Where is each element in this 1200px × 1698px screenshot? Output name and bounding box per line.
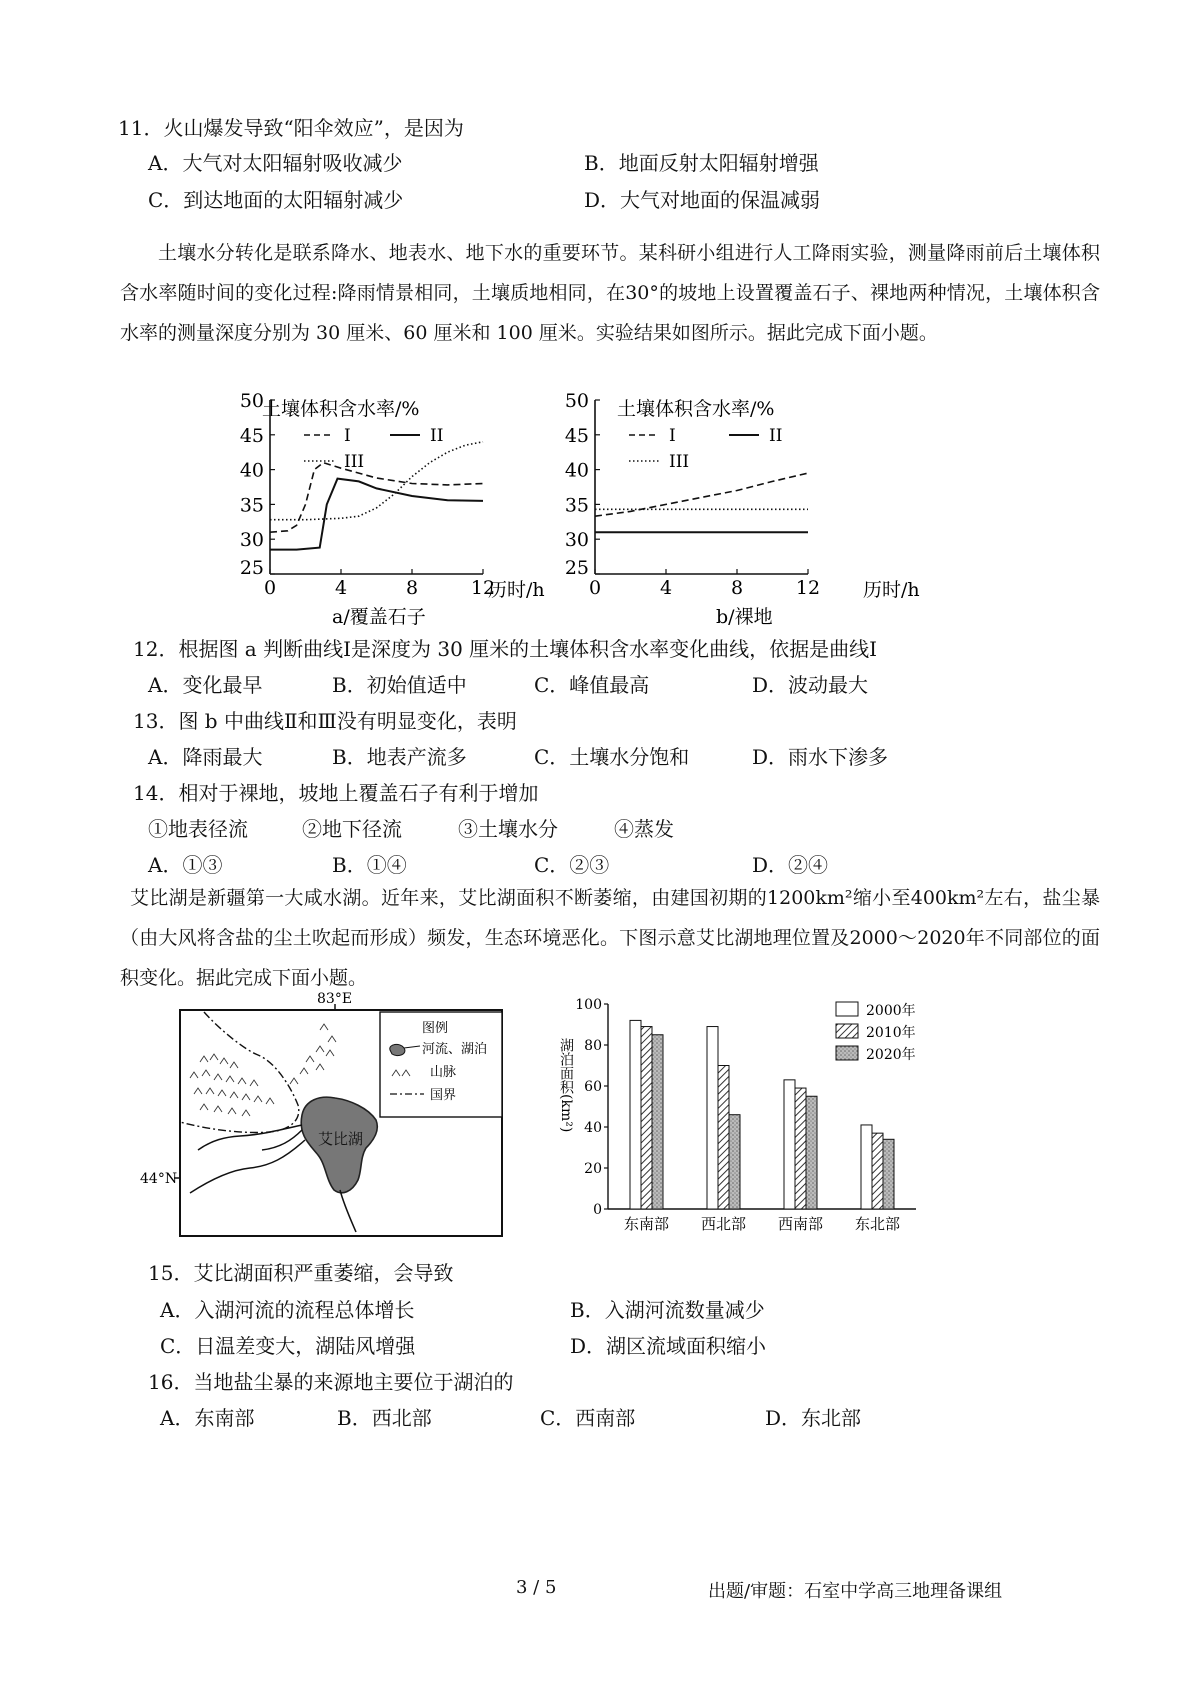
chart-b-xlabel: 历时/h bbox=[863, 579, 920, 601]
bar-category-label: 西北部 bbox=[700, 1215, 747, 1233]
q14-item-3: ③土壤水分 bbox=[458, 817, 558, 841]
chart-b-series bbox=[595, 473, 808, 532]
passage-aibi-lake: 艾比湖是新疆第一大咸水湖。近年来，艾比湖面积不断萎缩，由建国初期的1200km²缩小至400km²左右，盐尘暴（由大风将含盐的尘土吹起而形成）频发，生态环境恶化。下图示意艾比湖地理位置及2000～2020年不同部位的面积变化。据此完成下面小题。 bbox=[120, 887, 1100, 989]
chart-a-ytick-label: 25 bbox=[239, 557, 264, 579]
chart-a-xtick-label: 8 bbox=[405, 577, 419, 599]
q16-option-d: D．东北部 bbox=[765, 1406, 862, 1430]
bar-chart-legend bbox=[836, 1002, 916, 1063]
chart-a-ytick-label: 45 bbox=[239, 424, 264, 447]
q14-option-a: A．①③ bbox=[148, 853, 223, 877]
chart-a-xtick-label: 0 bbox=[263, 577, 277, 599]
chart-b-ytick-label: 30 bbox=[564, 529, 589, 552]
legend-swatch-2010 bbox=[836, 1024, 858, 1038]
bar-chart-ylabel: 湖泊面积(km²) bbox=[558, 1038, 574, 1133]
q15-stem: 15．艾比湖面积严重萎缩，会导致 bbox=[148, 1261, 454, 1285]
q13-stem: 13．图 b 中曲线Ⅱ和Ⅲ没有明显变化，表明 bbox=[133, 709, 517, 733]
chart-b-ytick-label: 35 bbox=[564, 494, 589, 517]
bar-category-label: 东南部 bbox=[623, 1215, 670, 1233]
chart-a-ytick-label: 30 bbox=[239, 529, 264, 552]
longitude-label: 83°E bbox=[317, 991, 353, 1007]
bar-ytick-label: 80 bbox=[584, 1038, 602, 1054]
chart-a-xtick-label: 12 bbox=[470, 577, 496, 599]
bar-ytick-label: 100 bbox=[575, 997, 602, 1013]
legend-swatch-2020 bbox=[836, 1046, 858, 1060]
chart-a-ytick-label: 40 bbox=[239, 459, 264, 482]
q15-option-d: D．湖区流域面积缩小 bbox=[570, 1334, 767, 1358]
bar-2000年-东南部 bbox=[630, 1020, 641, 1209]
bar-2000年-西南部 bbox=[784, 1080, 795, 1209]
map-legend-item-mountain: 山脉 bbox=[430, 1065, 457, 1080]
passage-soil-moisture: 土壤水分转化是联系降水、地表水、地下水的重要环节。某科研小组进行人工降雨实验，测量降雨前后土壤体积含水率随时间的变化过程:降雨情景相同，土壤质地相同，在30°的坡地上设置覆盖石子、裸地两种情况，土壤体积含水率的测量深度分别为 30 厘米、60 厘米和 100 厘米。实验结果如图所示。据此完成下面小题。 bbox=[120, 242, 1100, 344]
bar-2020年-西北部 bbox=[729, 1115, 740, 1209]
chart-b-ytick-label: 45 bbox=[564, 424, 589, 447]
q12-option-b: B．初始值适中 bbox=[332, 673, 467, 697]
bar-category-label: 西南部 bbox=[777, 1215, 824, 1233]
lake-area-bar-chart bbox=[560, 990, 990, 1245]
chart-b-xtick-label: 0 bbox=[588, 577, 602, 599]
q11-option-a: A．大气对太阳辐射吸收减少 bbox=[148, 151, 403, 175]
legend-label-2000: 2000年 bbox=[866, 1003, 916, 1019]
legend-a-label-i: I bbox=[344, 426, 351, 446]
q15-option-c: C．日温差变大，湖陆风增强 bbox=[160, 1334, 416, 1358]
q14-stem: 14．相对于裸地，坡地上覆盖石子有利于增加 bbox=[133, 781, 539, 805]
legend-a-label-ii: II bbox=[430, 426, 444, 446]
page-number: 3 / 5 bbox=[516, 1577, 557, 1598]
q12-option-d: D．波动最大 bbox=[752, 673, 869, 697]
bar-2020年-东南部 bbox=[652, 1035, 663, 1209]
chart-a-caption: a/覆盖石子 bbox=[332, 606, 426, 628]
bar-2010年-西北部 bbox=[718, 1066, 729, 1210]
footer-credit: 出题/审题：石室中学高三地理备课组 bbox=[708, 1581, 1003, 1602]
bar-2020年-东北部 bbox=[883, 1139, 894, 1209]
chart-a-xlabel: 历时/h bbox=[488, 579, 545, 601]
q14-option-c: C．②③ bbox=[534, 853, 610, 877]
legend-b-label-ii: II bbox=[769, 426, 783, 446]
q11-option-c: C．到达地面的太阳辐射减少 bbox=[148, 188, 404, 212]
bar-ytick-label: 20 bbox=[584, 1161, 602, 1177]
chart-a-ylabel: 土壤体积含水率/% bbox=[262, 398, 420, 420]
chart-a-series-i bbox=[270, 463, 483, 533]
aibi-lake-map bbox=[130, 990, 530, 1245]
map-legend bbox=[380, 1012, 502, 1117]
q14-item-1: ①地表径流 bbox=[148, 817, 248, 841]
map-legend-item-water: 河流、湖泊 bbox=[422, 1042, 488, 1057]
q16-stem: 16．当地盐尘暴的来源地主要位于湖泊的 bbox=[148, 1370, 514, 1394]
bar-ytick-label: 0 bbox=[593, 1202, 602, 1218]
chart-a-axes bbox=[240, 390, 495, 599]
q14-option-b: B．①④ bbox=[332, 853, 407, 877]
chart-b-ytick-label: 40 bbox=[564, 459, 589, 482]
q16-option-b: B．西北部 bbox=[337, 1406, 432, 1430]
q14-item-2: ②地下径流 bbox=[302, 817, 402, 841]
lake-label: 艾比湖 bbox=[318, 1130, 364, 1148]
chart-b-legend bbox=[629, 426, 782, 472]
bar-2000年-西北部 bbox=[707, 1027, 718, 1209]
q13-option-d: D．雨水下渗多 bbox=[752, 745, 889, 769]
chart-a-xtick-label: 4 bbox=[334, 577, 348, 599]
q14-option-d: D．②④ bbox=[752, 853, 829, 877]
bar-ytick-label: 40 bbox=[584, 1120, 602, 1136]
q12-stem: 12．根据图 a 判断曲线Ⅰ是深度为 30 厘米的土壤体积含水率变化曲线，依据是曲线Ⅰ bbox=[133, 637, 878, 661]
chart-a-ytick-label: 35 bbox=[239, 494, 264, 517]
chart-a-series-iii bbox=[270, 442, 483, 520]
legend-label-2010: 2010年 bbox=[866, 1025, 916, 1041]
chart-a-series-ii bbox=[270, 479, 483, 550]
q16-option-a: A．东南部 bbox=[160, 1406, 255, 1430]
q13-option-b: B．地表产流多 bbox=[332, 745, 467, 769]
chart-b-xtick-label: 4 bbox=[659, 577, 673, 599]
legend-label-2020: 2020年 bbox=[866, 1047, 916, 1063]
q14-item-4: ④蒸发 bbox=[614, 817, 674, 841]
q11-option-d: D．大气对地面的保温减弱 bbox=[584, 188, 821, 212]
bar-category-label: 东北部 bbox=[854, 1215, 901, 1233]
chart-a-legend bbox=[304, 426, 443, 472]
q12-option-a: A．变化最早 bbox=[148, 673, 263, 697]
legend-swatch-2000 bbox=[836, 1002, 858, 1016]
bar-2010年-西南部 bbox=[795, 1088, 806, 1209]
chart-b-ytick-label: 50 bbox=[564, 390, 589, 412]
bar-ytick-label: 60 bbox=[584, 1079, 602, 1095]
q11-stem: 11．火山爆发导致“阳伞效应”，是因为 bbox=[118, 116, 464, 140]
legend-b-label-i: I bbox=[669, 426, 676, 446]
chart-b-xtick-label: 12 bbox=[795, 577, 821, 599]
q15-option-b: B．入湖河流数量减少 bbox=[570, 1298, 765, 1322]
q15-option-a: A．入湖河流的流程总体增长 bbox=[160, 1298, 415, 1322]
q13-option-c: C．土壤水分饱和 bbox=[534, 745, 690, 769]
bar-2020年-西南部 bbox=[806, 1096, 817, 1209]
bar-2000年-东北部 bbox=[861, 1125, 872, 1209]
chart-b-ytick-label: 25 bbox=[564, 557, 589, 579]
q12-option-c: C．峰值最高 bbox=[534, 673, 650, 697]
q13-option-a: A．降雨最大 bbox=[148, 745, 263, 769]
legend-a-label-iii: III bbox=[344, 452, 365, 472]
map-legend-title: 图例 bbox=[422, 1021, 449, 1036]
bar-2010年-东北部 bbox=[872, 1133, 883, 1209]
chart-a-series bbox=[270, 442, 483, 550]
chart-b-xtick-label: 8 bbox=[730, 577, 744, 599]
chart-a-ytick-label: 50 bbox=[239, 390, 264, 412]
map-legend-item-border: 国界 bbox=[430, 1088, 457, 1103]
q16-option-c: C．西南部 bbox=[540, 1406, 636, 1430]
bar-2010年-东南部 bbox=[641, 1027, 652, 1209]
chart-b-caption: b/裸地 bbox=[716, 606, 773, 628]
q11-option-b: B．地面反射太阳辐射增强 bbox=[584, 151, 819, 175]
chart-b-ylabel: 土壤体积含水率/% bbox=[617, 398, 775, 420]
latitude-label: 44°N bbox=[140, 1171, 178, 1187]
legend-b-label-iii: III bbox=[669, 452, 690, 472]
